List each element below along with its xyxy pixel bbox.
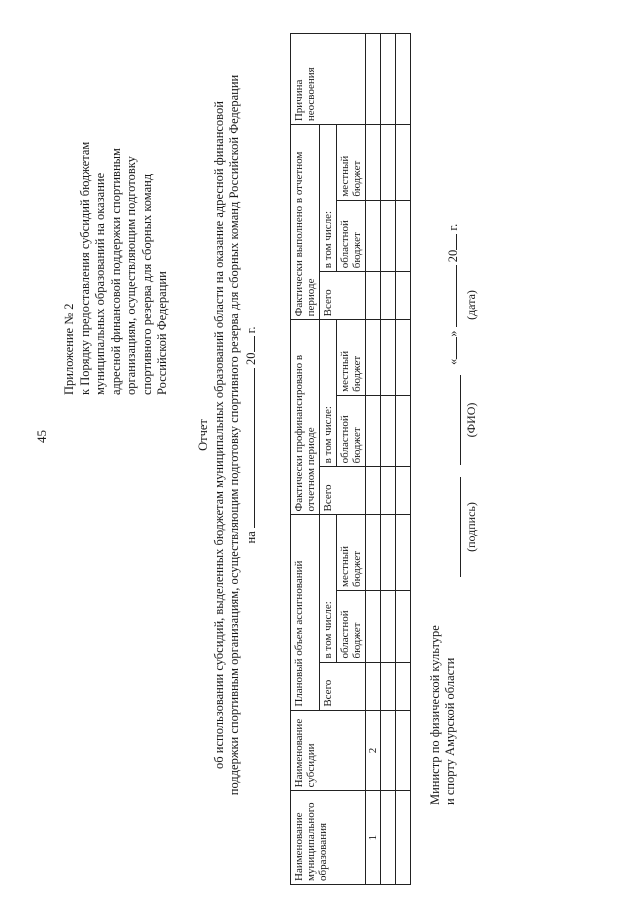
report-subtitle-line: об использовании субсидий, выделенных бюджетам муниципальных образований области на оказание адресной финансовой — [211, 101, 226, 769]
report-period-suffix: г. — [243, 326, 258, 334]
table-cell — [396, 320, 411, 395]
report-period-year-prefix: 20 — [243, 352, 258, 365]
header-planned: Плановый объем ассигнований — [291, 515, 320, 710]
table-cell — [366, 272, 381, 320]
table-cell — [366, 200, 381, 272]
table-cell — [396, 590, 411, 662]
header-financed: Фактически профинансировано в отчетном периоде — [291, 320, 320, 515]
column-number: 1 — [366, 791, 381, 885]
report-period-year-blank — [243, 336, 255, 352]
header-planned-local: местный бюджет — [337, 515, 366, 590]
table-cell — [381, 395, 396, 467]
date-year-prefix: 20 — [446, 249, 460, 263]
table-cell — [381, 662, 396, 710]
date-year-blank — [444, 234, 457, 250]
table-cell — [381, 125, 396, 201]
report-subtitle-line: поддержки спортивным организациям, осуществляющим подготовку спортивного резерва для сборных команд Российской Федерации — [227, 74, 241, 796]
date-year-suffix: г. — [446, 223, 460, 231]
table-cell — [381, 272, 396, 320]
report-title: Отчет — [196, 419, 210, 451]
table-cell — [366, 467, 381, 515]
table-cell — [366, 662, 381, 710]
table-cell — [366, 34, 381, 125]
header-financed-including: в том числе: — [320, 320, 337, 467]
appendix-line: спортивного резерва для сборных команд — [139, 173, 154, 395]
table-cell — [396, 272, 411, 320]
header-reason: Причина неосвоения — [291, 34, 366, 125]
report-period-blank — [243, 368, 255, 528]
table-cell — [396, 125, 411, 201]
table-numbering-row — [366, 34, 381, 885]
report-period — [243, 25, 260, 845]
date-caption: (дата) — [464, 290, 478, 320]
table-cell — [381, 320, 396, 395]
table-cell — [381, 200, 396, 272]
appendix-line: адресной финансовой поддержки спортивным — [108, 148, 123, 395]
report-heading — [196, 25, 259, 845]
table-cell — [381, 515, 396, 590]
signature-caption: (подпись) — [464, 502, 478, 552]
table-cell — [381, 590, 396, 662]
report-table — [290, 33, 411, 885]
table-cell — [381, 34, 396, 125]
appendix-line: организациям, осуществляющим подготовку — [124, 156, 138, 395]
table-header-row — [291, 34, 320, 885]
table-cell — [366, 395, 381, 467]
date-month-blank — [444, 265, 457, 327]
table-cell — [381, 467, 396, 515]
header-executed-including: в том числе: — [320, 125, 337, 272]
header-financed-total: Всего — [320, 467, 366, 515]
appendix-line: муниципальных образований на оказание — [93, 172, 107, 395]
date-field — [444, 224, 461, 365]
column-number: 2 — [366, 710, 381, 791]
signatory-position — [428, 625, 458, 805]
header-subsidy-name: Наименование субсидии — [291, 710, 366, 791]
appendix-block — [62, 65, 171, 395]
header-planned-including: в том числе: — [320, 515, 337, 662]
date-close-quote: » — [446, 330, 460, 337]
table-row — [381, 34, 396, 885]
date-open-quote: « — [446, 358, 460, 365]
table-cell — [396, 710, 411, 791]
table-cell — [381, 791, 396, 885]
header-executed: Фактически выполнено в отчетном периоде — [291, 125, 320, 320]
table-cell — [366, 320, 381, 395]
name-caption: (ФИО) — [464, 402, 478, 438]
header-executed-total: Всего — [320, 272, 366, 320]
page-number: 45 — [34, 430, 49, 443]
appendix-line: Российской Федерации — [155, 271, 169, 395]
appendix-line: к Порядку предоставления субсидий бюджетам — [77, 141, 92, 395]
signature-line — [446, 477, 461, 577]
date-day-blank — [444, 337, 457, 359]
name-line — [446, 375, 461, 465]
header-executed-regional: областной бюджет — [337, 200, 366, 272]
header-planned-total: Всего — [320, 662, 366, 710]
table-cell — [366, 125, 381, 201]
table-cell — [396, 467, 411, 515]
header-executed-local: местный бюджет — [337, 125, 366, 201]
table-cell — [396, 200, 411, 272]
report-period-prefix: на — [243, 531, 258, 544]
table-cell — [396, 791, 411, 885]
signatory-position-line: и спорту Амурской области — [443, 657, 457, 805]
signatory-position-line: Министр по физической культуре — [428, 625, 442, 805]
table-cell — [396, 515, 411, 590]
table-row — [396, 34, 411, 885]
table-cell — [396, 395, 411, 467]
table-cell — [366, 515, 381, 590]
table-cell — [396, 662, 411, 710]
header-municipality: Наименование муниципального образования — [291, 791, 366, 885]
table-cell — [381, 710, 396, 791]
appendix-line: Приложение № 2 — [62, 303, 76, 395]
table-cell — [366, 590, 381, 662]
header-planned-regional: областной бюджет — [337, 590, 366, 662]
header-financed-local: местный бюджет — [337, 320, 366, 395]
table-cell — [396, 34, 411, 125]
header-financed-regional: областной бюджет — [337, 395, 366, 467]
